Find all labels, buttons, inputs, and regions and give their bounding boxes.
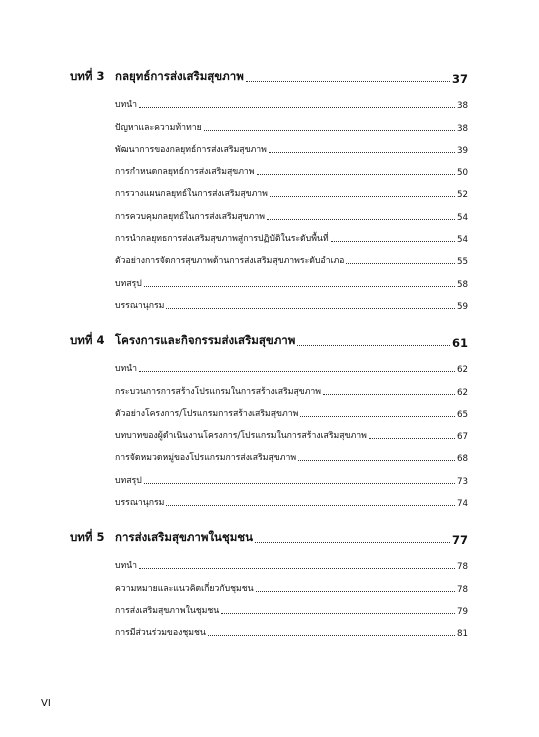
toc-entry: [70, 111, 468, 133]
entry-title: การวางแผนกลยุทธ์ในการส่งเสริมสุขภาพ: [115, 189, 268, 200]
entry-title: ปัญหาและความท้าทาย: [115, 122, 202, 133]
entry-page: 81: [456, 629, 468, 640]
entry-page: 74: [456, 499, 468, 510]
toc-entry: [70, 617, 468, 639]
dot-leader: [139, 568, 455, 569]
entry-page: 78: [456, 562, 468, 573]
dot-leader: [204, 130, 455, 131]
toc-entry: [70, 375, 468, 397]
dot-leader: [166, 505, 455, 506]
toc-entry: [70, 353, 468, 375]
entry-page: 54: [456, 212, 468, 223]
dot-leader: [257, 174, 455, 175]
entry-page: 68: [456, 454, 468, 465]
toc-entry: [70, 464, 468, 486]
entry-title: พัฒนาการของกลยุทธ์การส่งเสริมสุขภาพ: [115, 144, 267, 155]
entry-page: 38: [456, 101, 468, 112]
toc-entry: [70, 200, 468, 222]
chapter-title: โครงการและกิจกรรมส่งเสริมสุขภาพ: [115, 332, 296, 347]
entry-page: 78: [456, 584, 468, 595]
dot-leader: [369, 438, 455, 439]
entry-title: การจัดหมวดหมู่ของโปรแกรมการส่งเสริมสุขภาพ: [115, 453, 297, 464]
chapter-5: [70, 527, 468, 639]
entry-page: 54: [456, 235, 468, 246]
entry-title: การนำกลยุทธการส่งเสริมสุขภาพสู่การปฏิบัติในระดับพื้นที่: [115, 234, 329, 245]
chapter-heading: [70, 330, 468, 350]
entry-title: การส่งเสริมสุขภาพในชุมชน: [115, 605, 220, 616]
entry-page: 62: [456, 365, 468, 376]
chapter-title: กลยุทธ์การส่งเสริมสุขภาพ: [115, 69, 244, 83]
chapter-title: การส่งเสริมสุขภาพในชุมชน: [115, 530, 253, 545]
toc-entry: [70, 134, 468, 156]
entry-title: บทนำ: [115, 364, 138, 375]
toc-entry: [70, 487, 468, 509]
entry-title: ตัวอย่างการจัดการสุขภาพด้านการส่งเสริมสุขภาพระดับอำเภอ: [115, 256, 345, 267]
dot-leader: [144, 286, 455, 287]
toc-entry: [70, 572, 468, 594]
entry-page: 38: [456, 123, 468, 134]
entry-page: 58: [456, 279, 468, 290]
dot-leader: [144, 483, 455, 484]
dot-leader: [221, 613, 455, 614]
entry-page: 79: [456, 606, 468, 617]
dot-leader: [256, 591, 455, 592]
table-of-contents: [70, 66, 468, 657]
chapter-page: 37: [451, 72, 468, 86]
dot-leader: [298, 460, 455, 461]
entry-title: กระบวนการการสร้างโปรแกรมในการสร้างเสริมสุขภาพ: [115, 386, 322, 397]
entry-title: ตัวอย่างโครงการ/โปรแกรมการสร้างเสริมสุขภาพ: [115, 408, 299, 419]
toc-entry: [70, 245, 468, 267]
chapter-heading: [70, 66, 468, 86]
entry-title: การมีส่วนร่วมของชุมชน: [115, 628, 206, 639]
entry-title: บทสรุป: [115, 278, 142, 289]
dot-leader: [255, 542, 450, 543]
toc-entry: [70, 398, 468, 420]
dot-leader: [346, 263, 455, 264]
entry-page: 67: [456, 432, 468, 443]
dot-leader: [267, 219, 455, 220]
chapter-number: บทที่ 3: [70, 69, 105, 83]
entry-page: 55: [456, 257, 468, 268]
toc-entry: [70, 550, 468, 572]
entry-title: บทสรุป: [115, 475, 142, 486]
chapter-number: บทที่ 4: [70, 332, 105, 347]
entry-page: 62: [456, 387, 468, 398]
chapter-page: 77: [451, 533, 468, 548]
dot-leader: [323, 394, 455, 395]
entry-title: ความหมายและแนวคิดเกี่ยวกับชุมชน: [115, 583, 254, 594]
entry-page: 39: [456, 145, 468, 156]
toc-entry: [70, 267, 468, 289]
entry-title: บทนำ: [115, 561, 138, 572]
entry-title: การควบคุมกลยุทธ์ในการส่งเสริมสุขภาพ: [115, 211, 266, 222]
entry-page: 73: [456, 476, 468, 487]
entry-title: บรรณานุกรม: [115, 498, 165, 509]
page-number: VI: [41, 698, 51, 709]
toc-entry: [70, 442, 468, 464]
dot-leader: [297, 345, 450, 346]
chapter-page: 61: [451, 335, 468, 350]
dot-leader: [139, 371, 455, 372]
entry-page: 59: [456, 301, 468, 312]
entry-page: 50: [456, 168, 468, 179]
dot-leader: [246, 81, 450, 82]
dot-leader: [208, 635, 455, 636]
entry-title: การกำหนดกลยุทธ์การส่งเสริมสุขภาพ: [115, 167, 255, 178]
dot-leader: [331, 241, 455, 242]
chapter-3: [70, 66, 468, 312]
toc-entry: [70, 420, 468, 442]
dot-leader: [300, 416, 455, 417]
toc-entry: [70, 178, 468, 200]
toc-entry: [70, 290, 468, 312]
chapter-4: [70, 330, 468, 509]
entry-title: บทบาทของผู้ดำเนินงานโครงการ/โปรแกรมในการสร้างเสริมสุขภาพ: [115, 431, 367, 442]
dot-leader: [166, 308, 455, 309]
chapter-heading: [70, 527, 468, 547]
toc-entry: [70, 89, 468, 111]
toc-entry: [70, 156, 468, 178]
dot-leader: [270, 196, 455, 197]
dot-leader: [269, 152, 455, 153]
dot-leader: [139, 107, 455, 108]
entry-title: บทนำ: [115, 100, 138, 111]
entry-page: 65: [456, 409, 468, 420]
entry-title: บรรณานุกรม: [115, 300, 165, 311]
toc-entry: [70, 223, 468, 245]
entry-page: 52: [456, 190, 468, 201]
chapter-number: บทที่ 5: [70, 530, 105, 545]
toc-entry: [70, 595, 468, 617]
